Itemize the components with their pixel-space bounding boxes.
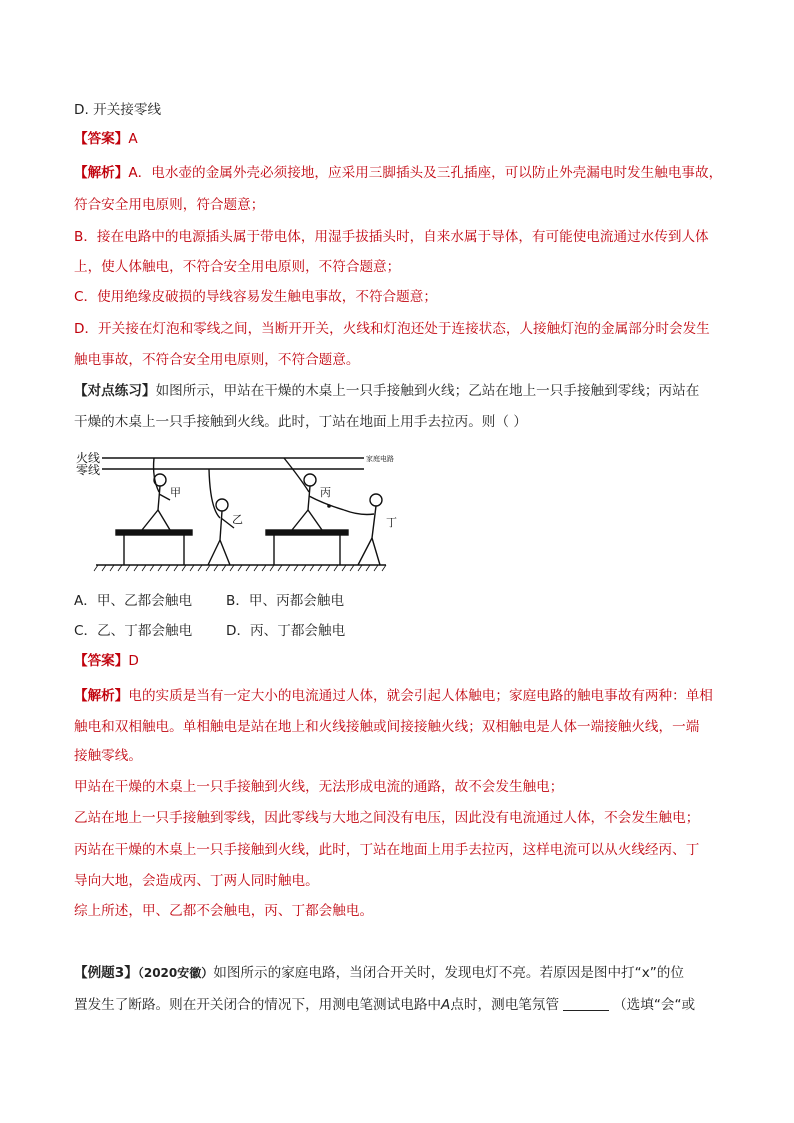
option-a: A．甲、乙都会触电 (74, 593, 193, 609)
example-3-line2: 置发生了断路。则在开关闭合的情况下，用测电笔测试电路中A点时，测电笔氖管 （选填“会“或 (74, 997, 696, 1013)
example-3-line1: 【例题3】（2020安徽）如图所示的家庭电路，当闭合开关时，发现电灯不亮。若原因是图中打“x”的位 (74, 965, 684, 981)
analysis-2-line2: 触电和双相触电。单相触电是站在地上和火线接触或间接接触火线；双相触电是人体一端接触火线，一端 (74, 719, 700, 735)
circuit-figure (74, 448, 404, 578)
answer-2: 【答案】D (74, 653, 139, 669)
analysis-2-line8: 综上所述，甲、乙都不会触电，丙、丁都会触电。 (74, 903, 374, 919)
circuit-label: 家庭电路 (366, 455, 394, 463)
analysis-1-line4: 上，使人体触电，不符合安全用电原则，不符合题意； (74, 259, 401, 275)
analysis-1-line1: 【解析】A．电水壶的金属外壳必须接地，应采用三脚插头及三孔插座，可以防止外壳漏电时发生触电事故， (74, 165, 723, 181)
option-b: B．甲、丙都会触电 (226, 593, 345, 609)
analysis-2-line4: 甲站在干燥的木桌上一只手接触到火线，无法形成电流的通路，故不会发生触电； (74, 779, 564, 795)
option-d: D．丙、丁都会触电 (226, 623, 346, 639)
person-jia-label: 甲 (170, 486, 181, 499)
analysis-1-line7: 触电事故，不符合安全用电原则，不符合题意。 (74, 352, 360, 368)
analysis-1-line6: D．开关接在灯泡和零线之间，当断开开关，火线和灯泡还处于连接状态，人接触灯泡的金属部分时会发生 (74, 321, 710, 337)
person-bing-label: 丙 (320, 486, 331, 499)
analysis-2-line1: 【解析】电的实质是当有一定大小的电流通过人体，就会引起人体触电；家庭电路的触电事故有两种：单相 (74, 688, 713, 704)
practice-question-line2: 干燥的木桌上一只手接触到火线。此时，丁站在地面上用手去拉丙。则（ ） (74, 414, 527, 430)
neutral-wire-label: 零线 (76, 463, 101, 477)
analysis-1-line2: 符合安全用电原则，符合题意； (74, 197, 265, 213)
analysis-2-line3: 接触零线。 (74, 748, 142, 764)
person-yi-label: 乙 (232, 513, 243, 526)
analysis-1-line5: C．使用绝缘皮破损的导线容易发生触电事故，不符合题意； (74, 289, 437, 305)
analysis-2-line6: 丙站在干燥的木桌上一只手接触到火线，此时，丁站在地面上用手去拉丙，这样电流可以从火线经丙、丁 (74, 842, 700, 858)
option-c: C．乙、丁都会触电 (74, 623, 193, 639)
live-wire-label: 火线 (76, 451, 101, 465)
analysis-2-line5: 乙站在地上一只手接触到零线，因此零线与大地之间没有电压，因此没有电流通过人体，不会发生触电； (74, 810, 700, 826)
analysis-2-line7: 导向大地，会造成丙、丁两人同时触电。 (74, 873, 319, 889)
practice-question-line1: 【对点练习】如图所示，甲站在干燥的木桌上一只手接触到火线；乙站在地上一只手接触到零线；丙站在 (74, 383, 700, 399)
answer-blank[interactable] (563, 996, 609, 1011)
option-d-prev: D. 开关接零线 (74, 102, 162, 118)
analysis-1-line3: B．接在电路中的电源插头属于带电体，用湿手拔插头时，自来水属于导体，有可能使电流通过水传到人体 (74, 229, 709, 245)
person-ding-label: 丁 (386, 516, 397, 529)
answer-1: 【答案】A (74, 131, 138, 147)
